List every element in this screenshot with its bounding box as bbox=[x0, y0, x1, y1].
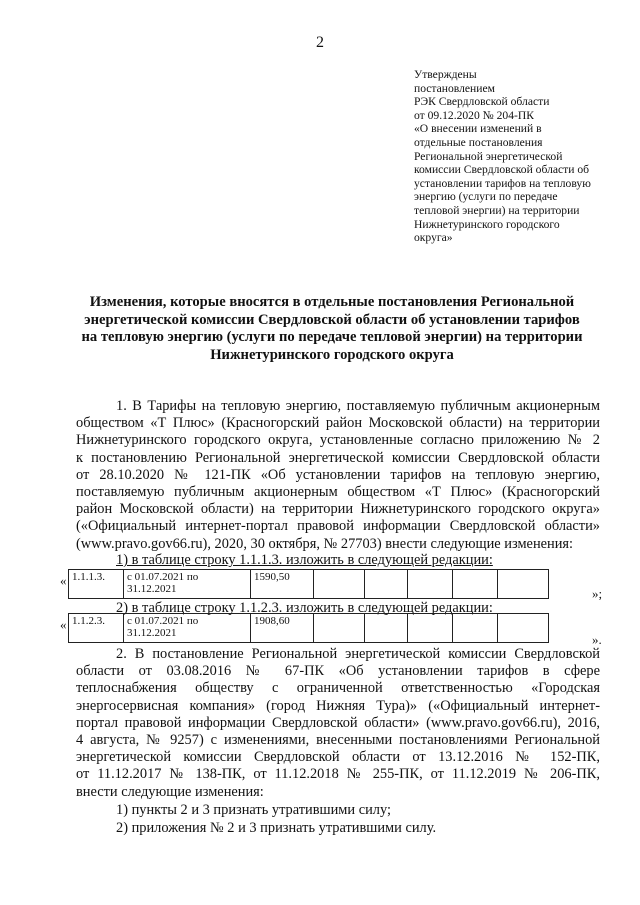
paragraph-line: («Официальный интернет-портал правовой информации Свердловской области» bbox=[76, 518, 600, 535]
row1-quote-close: »; bbox=[592, 586, 603, 601]
approval-line: отдельные постановления bbox=[414, 135, 543, 149]
title-line: Изменения, которые вносятся в отдельные постановления Региональной bbox=[89, 294, 575, 310]
approval-line: округа» bbox=[414, 231, 453, 245]
paragraph-line: Нижнетуринского городского округа, установленные согласно приложению № 2 bbox=[76, 432, 600, 449]
approval-line: Региональной энергетической bbox=[414, 149, 563, 163]
paragraph-line: к постановлению Региональной энергетической комиссии Свердловской области bbox=[76, 449, 600, 466]
row2-empty-cell bbox=[314, 614, 365, 643]
title-line: на тепловую энергию (услуги по передаче тепловой энергии) на территории bbox=[81, 329, 583, 345]
approval-line: тепловой энергии) на территории bbox=[414, 203, 580, 217]
paragraph-line: поставляемую публичным акционерным обществом «Т Плюс» (Красногорский bbox=[76, 483, 600, 500]
row1-empty-cell bbox=[365, 570, 408, 599]
paragraph-line: 1. В Тарифы на тепловую энергию, поставляемую публичным акционерным bbox=[116, 398, 600, 414]
paragraph-1 bbox=[76, 398, 600, 553]
paragraph-line: теплоснабжения обществу с ограниченной ответственностью «Городская bbox=[76, 680, 600, 697]
row1-empty-cell bbox=[498, 570, 549, 599]
item-2-text: 2) в таблице строку 1.1.2.3. изложить в следующей редакции: bbox=[116, 600, 493, 616]
paragraph-line: портал правовой информации Свердловской области» (www.pravo.gov66.ru), 2016, bbox=[76, 714, 600, 731]
row2-quote-close: ». bbox=[592, 632, 602, 647]
approval-line: установлении тарифов на тепловую bbox=[414, 176, 591, 190]
row2-period-line2: 31.12.2021 bbox=[127, 627, 177, 639]
row2-period-line1: с 01.07.2021 по bbox=[127, 615, 199, 627]
row2-period bbox=[124, 614, 251, 643]
row1-period bbox=[124, 570, 251, 599]
document-title bbox=[70, 294, 594, 364]
row1-value: 1590,50 bbox=[251, 570, 314, 599]
row1-period-line2: 31.12.2021 bbox=[127, 583, 177, 595]
approval-line: «О внесении изменений в bbox=[414, 122, 542, 136]
row2-quote-open: « bbox=[60, 617, 67, 632]
row1-empty-cell bbox=[314, 570, 365, 599]
row2-empty-cell bbox=[453, 614, 498, 643]
table-row-2 bbox=[68, 613, 549, 643]
paragraph-line: внести следующие изменения: bbox=[76, 783, 264, 800]
row1-code: 1.1.1.3. bbox=[69, 570, 124, 599]
row1-empty-cell bbox=[453, 570, 498, 599]
approval-line: Нижнетуринского городского bbox=[414, 217, 560, 231]
item-4-text: 2) приложения № 2 и 3 признать утратившими силу. bbox=[116, 820, 437, 836]
paragraph-line: энергетической комиссии Свердловской области от 13.12.2016 № 152-ПК, bbox=[76, 749, 600, 766]
paragraph-line: обществом «Т Плюс» (Красногорский район Московской области) на территории bbox=[76, 415, 600, 432]
paragraph-line: от 11.12.2017 № 138-ПК, от 11.12.2018 № 255-ПК, от 11.12.2019 № 206-ПК, bbox=[76, 766, 600, 783]
approval-line: энергию (услуги по передаче bbox=[414, 190, 558, 204]
paragraph-line: 4 августа, № 9257) с изменениями, внесенными постановлениями Региональной bbox=[76, 731, 600, 748]
approval-line: постановлением bbox=[414, 81, 495, 95]
item-1-text: 1) в таблице строку 1.1.1.3. изложить в следующей редакции: bbox=[116, 552, 493, 568]
row1-empty-cell bbox=[408, 570, 453, 599]
row2-empty-cell bbox=[365, 614, 408, 643]
paragraph-line: энергосервисная компания» (город Нижняя Тура)» («Официальный интернет- bbox=[76, 697, 600, 714]
approval-block bbox=[414, 68, 614, 245]
approval-line: Утверждены bbox=[414, 68, 477, 81]
table-row-1 bbox=[68, 569, 549, 599]
row1-period-line1: с 01.07.2021 по bbox=[127, 571, 199, 583]
row2-value: 1908,60 bbox=[251, 614, 314, 643]
row2-code: 1.1.2.3. bbox=[69, 614, 124, 643]
approval-line: комиссии Свердловской области об bbox=[414, 163, 590, 177]
approval-line: РЭК Свердловской области bbox=[414, 95, 550, 109]
page-number: 2 bbox=[316, 34, 324, 51]
paragraph-line: области от 03.08.2016 № 67-ПК «Об установлении тарифов в сфере bbox=[76, 663, 600, 680]
paragraph-line: от 28.10.2020 № 121-ПК «Об установлении тарифов на тепловую энергию, bbox=[76, 466, 600, 483]
row1-quote-open: « bbox=[60, 573, 67, 588]
approval-line: от 09.12.2020 № 204-ПК bbox=[414, 108, 534, 122]
title-line: энергетической комиссии Свердловской области об установлении тарифов bbox=[84, 311, 580, 328]
paragraph-line: 2. В постановление Региональной энергетической комиссии Свердловской bbox=[116, 646, 600, 662]
item-3-text: 1) пункты 2 и 3 признать утратившими силу; bbox=[116, 802, 391, 818]
paragraph-line: (www.pravo.gov66.ru), 2020, 30 октября, № 27703) внести следующие изменения: bbox=[76, 535, 574, 552]
row2-empty-cell bbox=[408, 614, 453, 643]
paragraph-line: район Московской области) на территории Нижнетуринского городского округа» bbox=[76, 501, 600, 518]
title-line: Нижнетуринского городского округа bbox=[210, 346, 454, 363]
row2-empty-cell bbox=[498, 614, 549, 643]
paragraph-2 bbox=[76, 646, 600, 801]
